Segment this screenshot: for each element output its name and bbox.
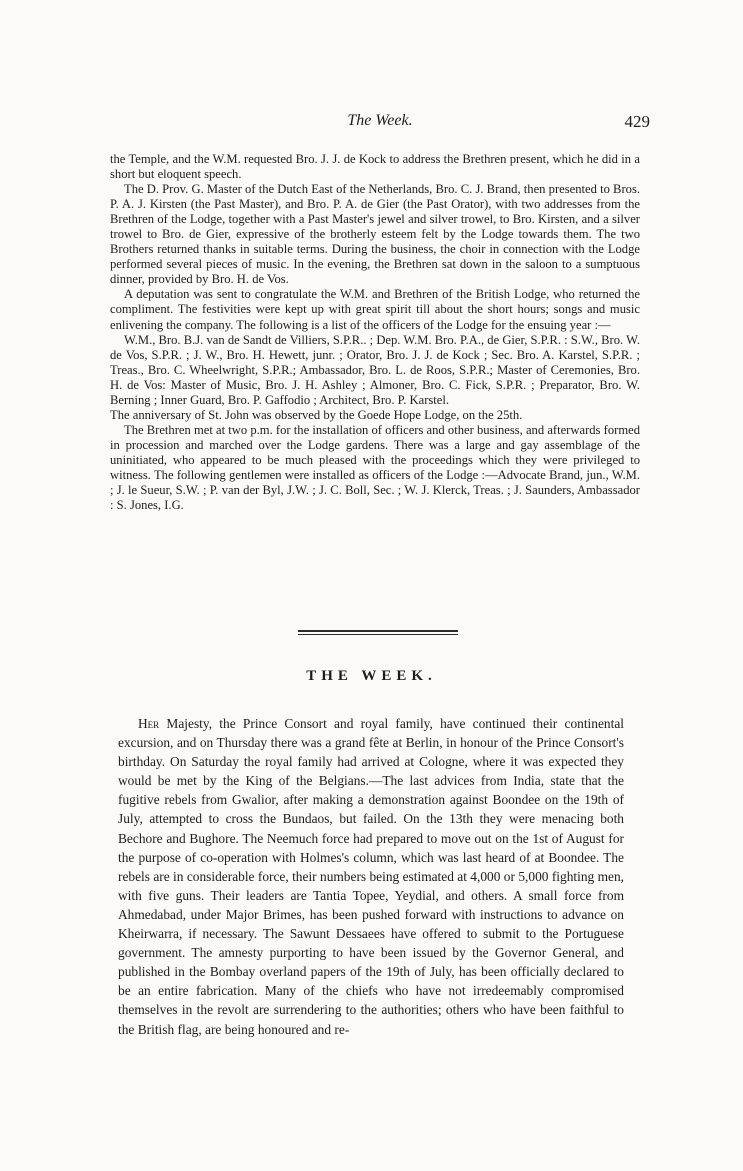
- opening-word: Her: [138, 716, 160, 731]
- section-title: THE WEEK.: [306, 668, 437, 684]
- article-text: Majesty, the Prince Consort and royal family, have continued their continental excursion, and on Thursday there was a grand fête at Berlin, in honour of the Prince Consort's birthday. On Saturday the royal family had arrived at Cologne, where it was expected they would be met by the King of the Belgians.—The last advices from India, state that the fugitive rebels from Gwalior, after making a demonstration against Boondee on the 19th of July, attempted to cross the Bundaos, but failed. On the 13th they were menacing both Bechore and Bughore. The Neemuch force had prepared to move out on the 1st of August for the purpose of co-operation with Holmes's column, which was last heard of at Boondee. The rebels are in considerable force, their numbers being estimated at 4,000 or 5,000 fighting men, with five guns. Their leaders are Tantia Topee, Yeydial, and others. A small force from Ahmedabad, under Major Brimes, has been pushed forward with instructions to advance on Kheirwarra, if necessary. The Sawunt Dessaees have offered to submit to the Portuguese government. The amnesty purporting to have been issued by the Governor General, and published in the Bombay overland papers of the 19th of July, has been officially declared to be an entire fabrication. Many of the chiefs who have not irredeemably compromised themselves in the revolt are surrendering to the authorities; others who have been faithful to the British flag, are being honoured and re-: [118, 716, 624, 1037]
- lodge-paragraph: A deputation was sent to congratulate the W.M. and Brethren of the British Lodge, who returned the compliment. The festivities were kept up with great spirit till about the short hours; songs and music enlivening the company. The following is a list of the officers of the Lodge for the ensuing year :—: [110, 287, 640, 332]
- section-divider: [298, 630, 458, 635]
- running-title: The Week.: [347, 112, 413, 129]
- page-number: 429: [624, 112, 650, 131]
- lodge-paragraph: The D. Prov. G. Master of the Dutch East of the Netherlands, Bro. C. J. Brand, then presented to Bros. P. A. J. Kirsten (the Past Master), and Bro. P. A. de Gier (the Past Orator), with two addresses from the Brethren of the Lodge, together with a Past Master's jewel and silver trowel, to Bro. Kirsten, and a silver trowel to Bro. de Gier, expressive of the brotherly esteem felt by the Lodge towards them. The two Brothers returned thanks in suitable terms. During the business, the choir in connection with the Lodge performed several pieces of music. In the evening, the Brethren sat down in the saloon to a sumptuous dinner, provided by Bro. H. de Vos.: [110, 182, 640, 287]
- lodge-paragraph: the Temple, and the W.M. requested Bro. J. J. de Kock to address the Brethren present, which he did in a short but eloquent speech.: [110, 152, 640, 182]
- officers-list: W.M., Bro. B.J. van de Sandt de Villiers, S.P.R.. ; Dep. W.M. Bro. P.A., de Gier, S.P.R. : S.W., Bro. W. de Vos, S.P.R. ; J. W., Bro. H. Hewett, junr. ; Orator, Bro. J. J. de Kock ; Sec. Bro. A. Karstel, S.P.R. ; Treas., Bro. C. Wheelwright, S.P.R.; Ambassador, Bro. L. de Roos, S.P.R.; Master of Ceremonies, Bro. H. de Vos: Master of Music, Bro. J. H. Ashley ; Almoner, Bro. C. Fick, S.P.R. ; Preparator, Bro. W. Berning ; Inner Guard, Bro. P. Gaffodio ; Architect, Bro. P. Karstel.: [110, 332, 640, 407]
- page-header: [110, 112, 650, 136]
- the-week-article: [118, 714, 624, 1039]
- lodge-paragraph: The Brethren met at two p.m. for the installation of officers and other business, and afterwards formed in procession and marched over the Lodge gardens. There was a large and gay assemblage of the uninitiated, who appeared to be much pleased with the proceedings which they were privileged to witness. The following gentlemen were installed as officers of the Lodge :—Advocate Brand, jun., W.M. ; J. le Sueur, S.W. ; P. van der Byl, J.W. ; J. C. Boll, Sec. ; W. J. Klerck, Treas. ; J. Saunders, Ambassador : S. Jones, I.G.: [110, 422, 640, 513]
- lodge-report: [110, 152, 640, 513]
- lodge-paragraph: The anniversary of St. John was observed by the Goede Hope Lodge, on the 25th.: [110, 407, 523, 422]
- article-paragraph: [118, 714, 624, 1039]
